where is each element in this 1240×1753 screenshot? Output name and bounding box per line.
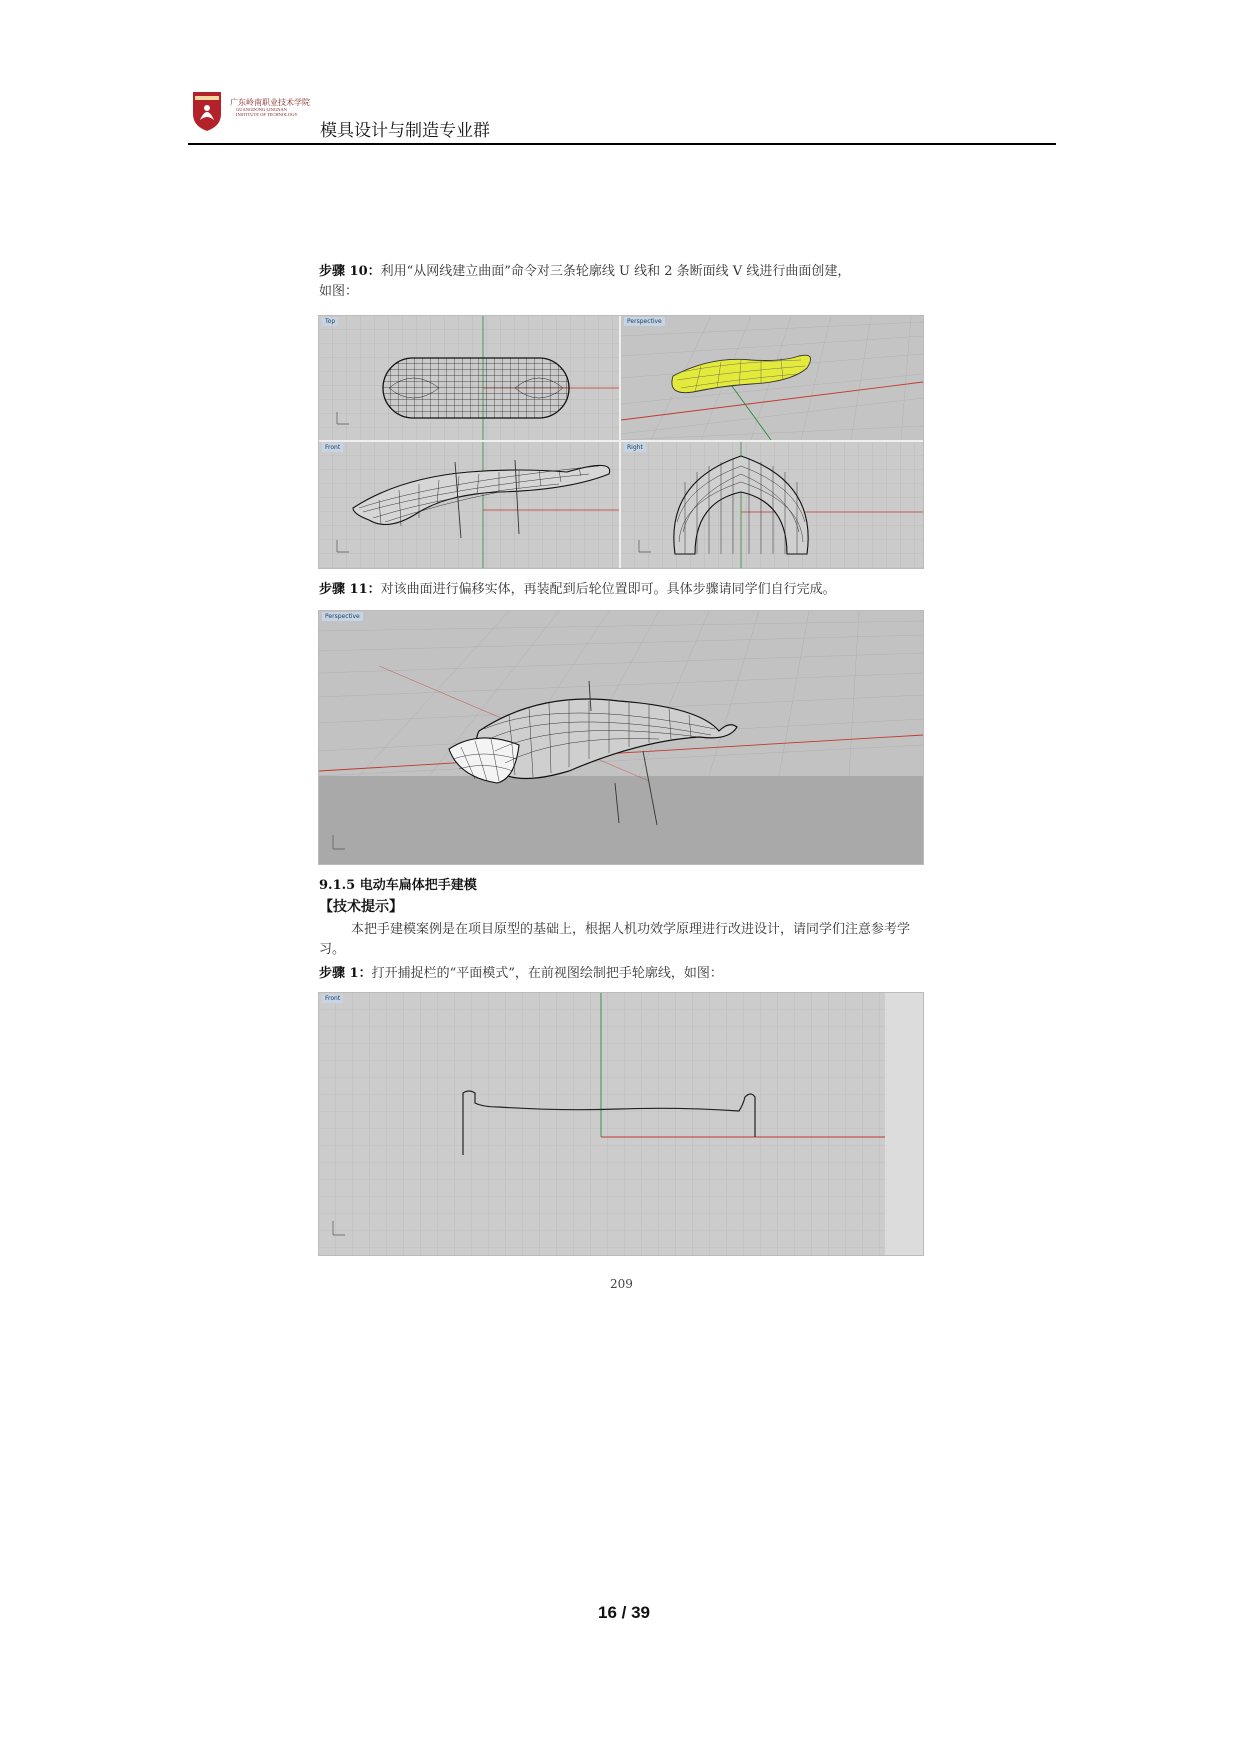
step-10-text-cont: 如图： bbox=[319, 284, 359, 299]
school-logo bbox=[191, 90, 223, 132]
viewport-label: Perspective bbox=[322, 612, 363, 621]
viewport-label: Perspective bbox=[624, 317, 665, 326]
step-1-label: 步骤 1： bbox=[319, 966, 372, 981]
viewport-right bbox=[621, 442, 923, 568]
step-11-text: 对该曲面进行偏移实体，再装配到后轮位置即可。具体步骤请同学们自行完成。 bbox=[380, 582, 836, 597]
step-10-label: 步骤 10： bbox=[319, 264, 381, 279]
step-11-label: 步骤 11： bbox=[319, 582, 381, 597]
viewport-divider-v bbox=[619, 316, 621, 568]
step-11-paragraph bbox=[319, 580, 836, 600]
section-heading: 9.1.5 电动车扁体把手建模 bbox=[319, 878, 477, 893]
viewport-label: Front bbox=[322, 994, 343, 1003]
page-indicator: 16 / 39 bbox=[598, 1603, 650, 1622]
header-divider bbox=[188, 143, 1056, 145]
document-title: 模具设计与制造专业群 bbox=[320, 121, 490, 141]
viewport-label: Front bbox=[322, 443, 343, 452]
school-name-cn: 广东岭南职业技术学院 bbox=[230, 98, 310, 107]
viewport-top bbox=[319, 316, 619, 440]
figure-front-view bbox=[318, 992, 924, 1256]
step-10-paragraph bbox=[319, 262, 925, 302]
figure-four-viewports bbox=[318, 315, 924, 569]
figure-perspective-offset bbox=[318, 610, 924, 865]
viewport-perspective-large bbox=[319, 611, 923, 864]
viewport-front-large bbox=[319, 993, 923, 1255]
step-10-text: 利用“从网线建立曲面”命令对三条轮廓线 U 线和 2 条断面线 V 线进行曲面创建， bbox=[380, 264, 851, 279]
viewport-label: Right bbox=[624, 443, 646, 452]
viewport-front bbox=[319, 442, 619, 568]
viewport-perspective bbox=[621, 316, 923, 440]
step-1-paragraph bbox=[319, 964, 723, 984]
tech-tip-heading: 【技术提示】 bbox=[319, 899, 403, 915]
viewport-label: Top bbox=[322, 317, 338, 326]
school-name-en: GUANGDONG LINGNAN INSTITUTE OF TECHNOLOGY bbox=[236, 107, 298, 117]
step-1-text: 打开捕捉栏的“平面模式”，在前视图绘制把手轮廓线，如图： bbox=[371, 966, 723, 981]
scanned-page-number: 209 bbox=[610, 1277, 633, 1291]
intro-paragraph: 本把手建模案例是在项目原型的基础上，根据人机功效学原理进行改进设计，请同学们注意参考学习。 bbox=[319, 922, 911, 957]
viewport-divider-h bbox=[319, 440, 923, 442]
